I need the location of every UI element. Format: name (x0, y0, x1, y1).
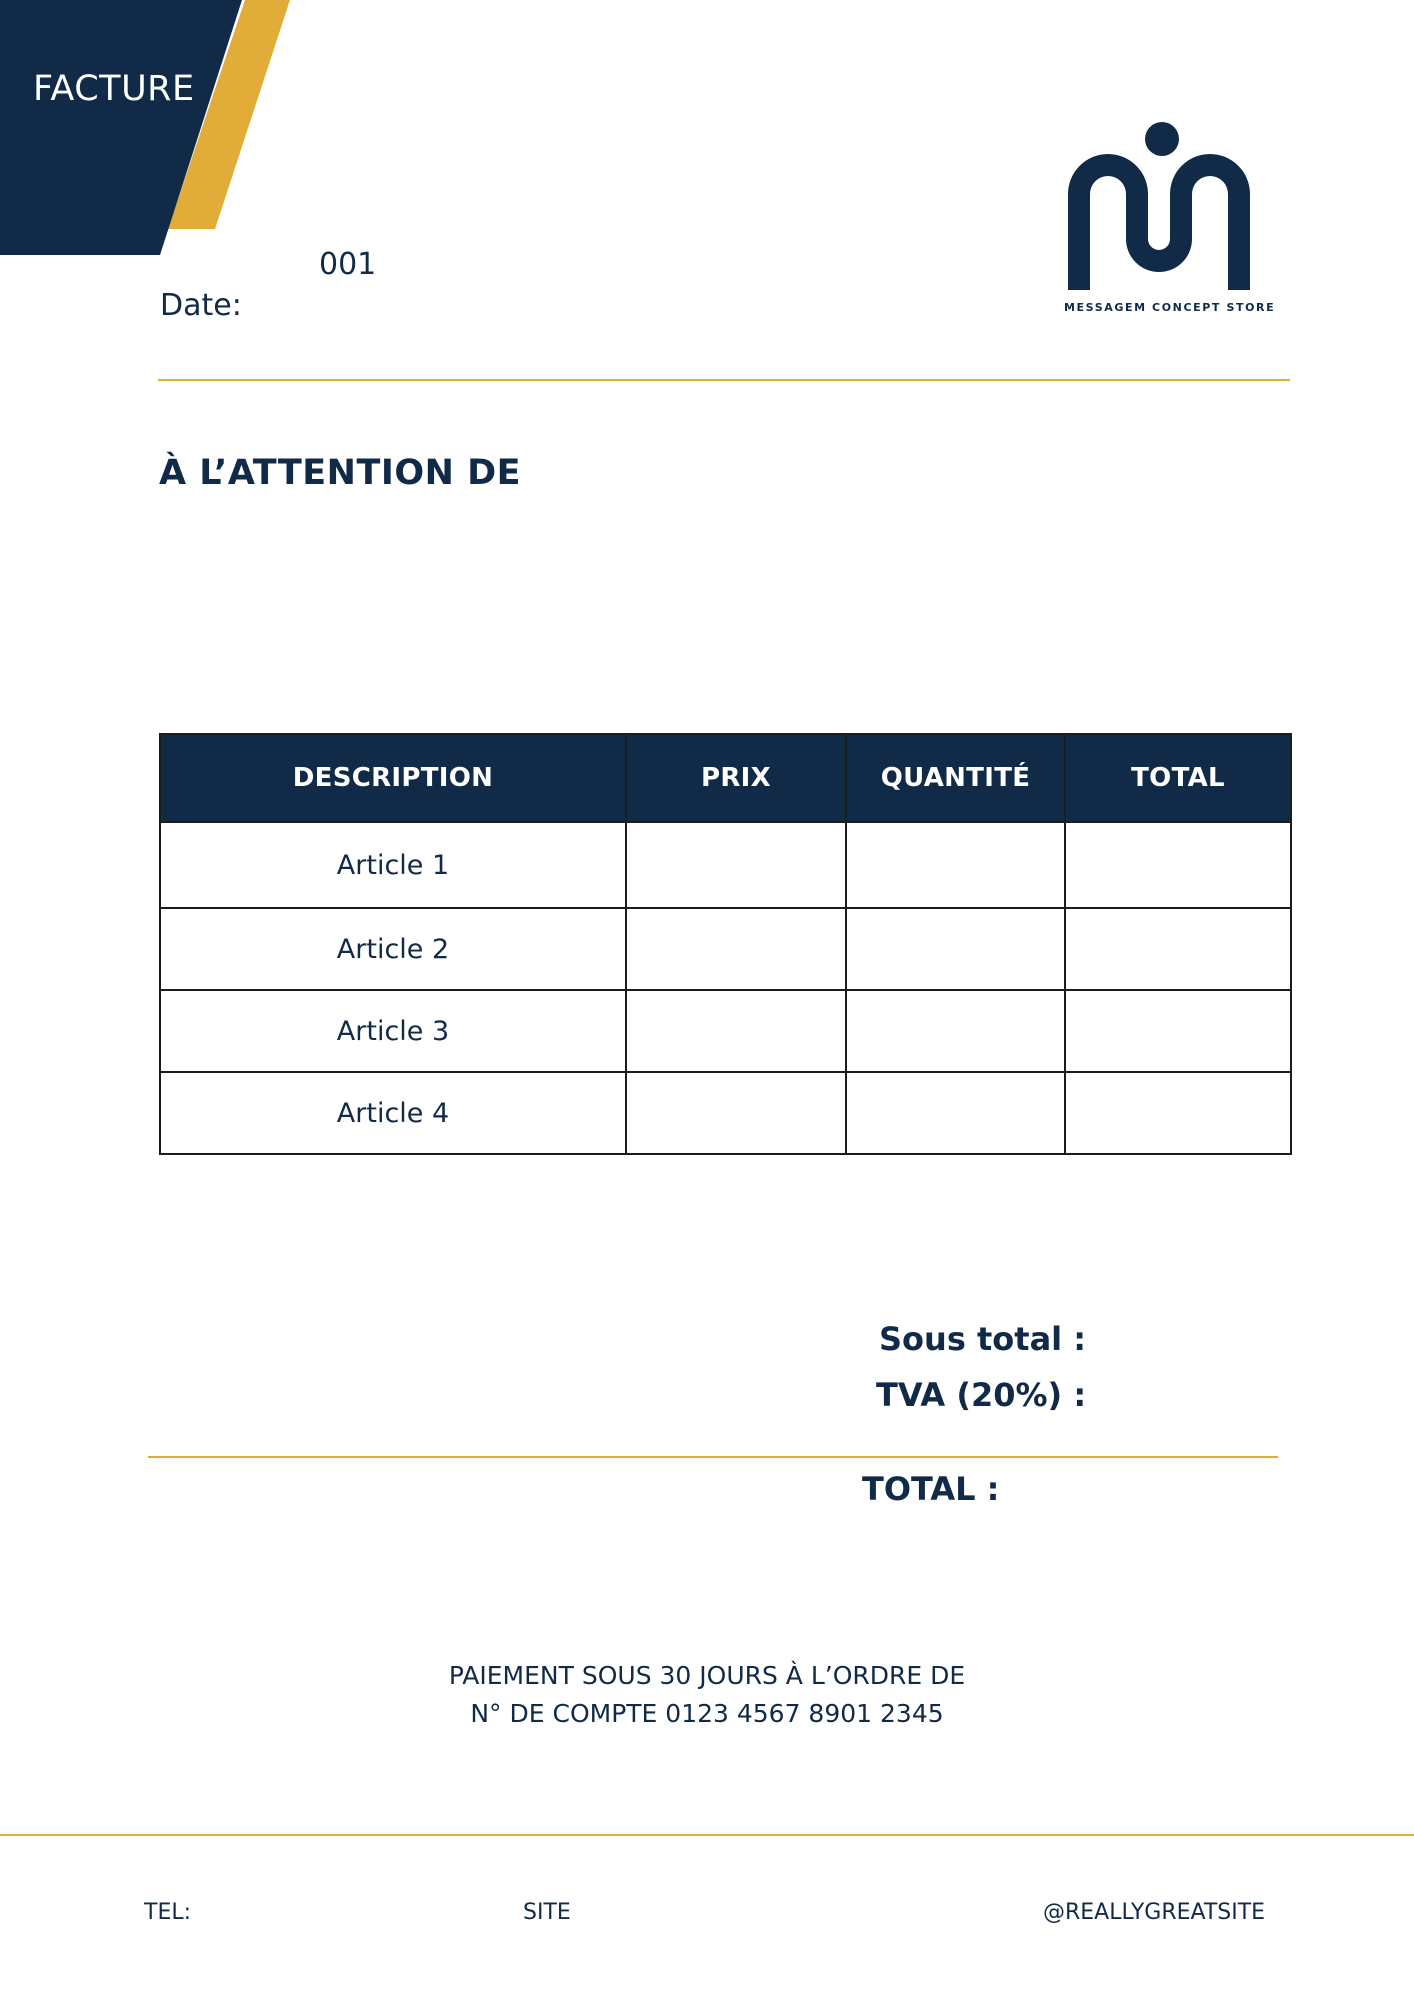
date-label: Date: (160, 288, 242, 323)
payment-terms: PAIEMENT SOUS 30 JOURS À L’ORDRE DE (448, 1661, 966, 1690)
item-description[interactable]: Article 3 (160, 990, 626, 1072)
item-quantity[interactable] (846, 1072, 1065, 1154)
column-header-price: PRIX (626, 734, 846, 822)
table-row (160, 990, 1291, 1072)
header-banner (0, 0, 300, 260)
item-price[interactable] (626, 990, 846, 1072)
item-price[interactable] (626, 1072, 846, 1154)
item-total[interactable] (1065, 990, 1291, 1072)
column-header-quantity: QUANTITÉ (846, 734, 1065, 822)
invoice-title: FACTURE (33, 69, 195, 109)
table-row (160, 908, 1291, 990)
table-row (160, 822, 1291, 908)
footer-site-link[interactable]: SITE (523, 1900, 571, 1925)
item-quantity[interactable] (846, 908, 1065, 990)
footer-social-handle[interactable]: @REALLYGREATSITE (1043, 1900, 1266, 1925)
item-quantity[interactable] (846, 822, 1065, 908)
table-header-row (160, 734, 1291, 822)
grand-total-label: TOTAL : (862, 1470, 1000, 1508)
items-table (159, 733, 1292, 1155)
item-description[interactable]: Article 2 (160, 908, 626, 990)
item-price[interactable] (626, 908, 846, 990)
item-total[interactable] (1065, 822, 1291, 908)
invoice-number: 001 (319, 247, 377, 282)
subtotal-label: Sous total : (879, 1320, 1087, 1358)
account-number: N° DE COMPTE 0123 4567 8901 2345 (470, 1699, 944, 1728)
column-header-description: DESCRIPTION (160, 734, 626, 822)
recipient-heading: À L’ATTENTION DE (159, 453, 522, 493)
column-header-total: TOTAL (1065, 734, 1291, 822)
letter-m-with-dot-logo-icon (1064, 118, 1264, 298)
totals-divider (148, 1456, 1278, 1458)
footer-tel: TEL: (144, 1900, 192, 1925)
item-description[interactable]: Article 1 (160, 822, 626, 908)
item-quantity[interactable] (846, 990, 1065, 1072)
item-total[interactable] (1065, 1072, 1291, 1154)
brand-name: MESSAGEM CONCEPT STORE (1064, 301, 1276, 314)
header-divider (158, 379, 1290, 381)
item-description[interactable]: Article 4 (160, 1072, 626, 1154)
table-row (160, 1072, 1291, 1154)
footer-divider (0, 1834, 1414, 1836)
tva-label: TVA (20%) : (876, 1376, 1087, 1414)
item-total[interactable] (1065, 908, 1291, 990)
brand-logo (1064, 118, 1276, 318)
item-price[interactable] (626, 822, 846, 908)
